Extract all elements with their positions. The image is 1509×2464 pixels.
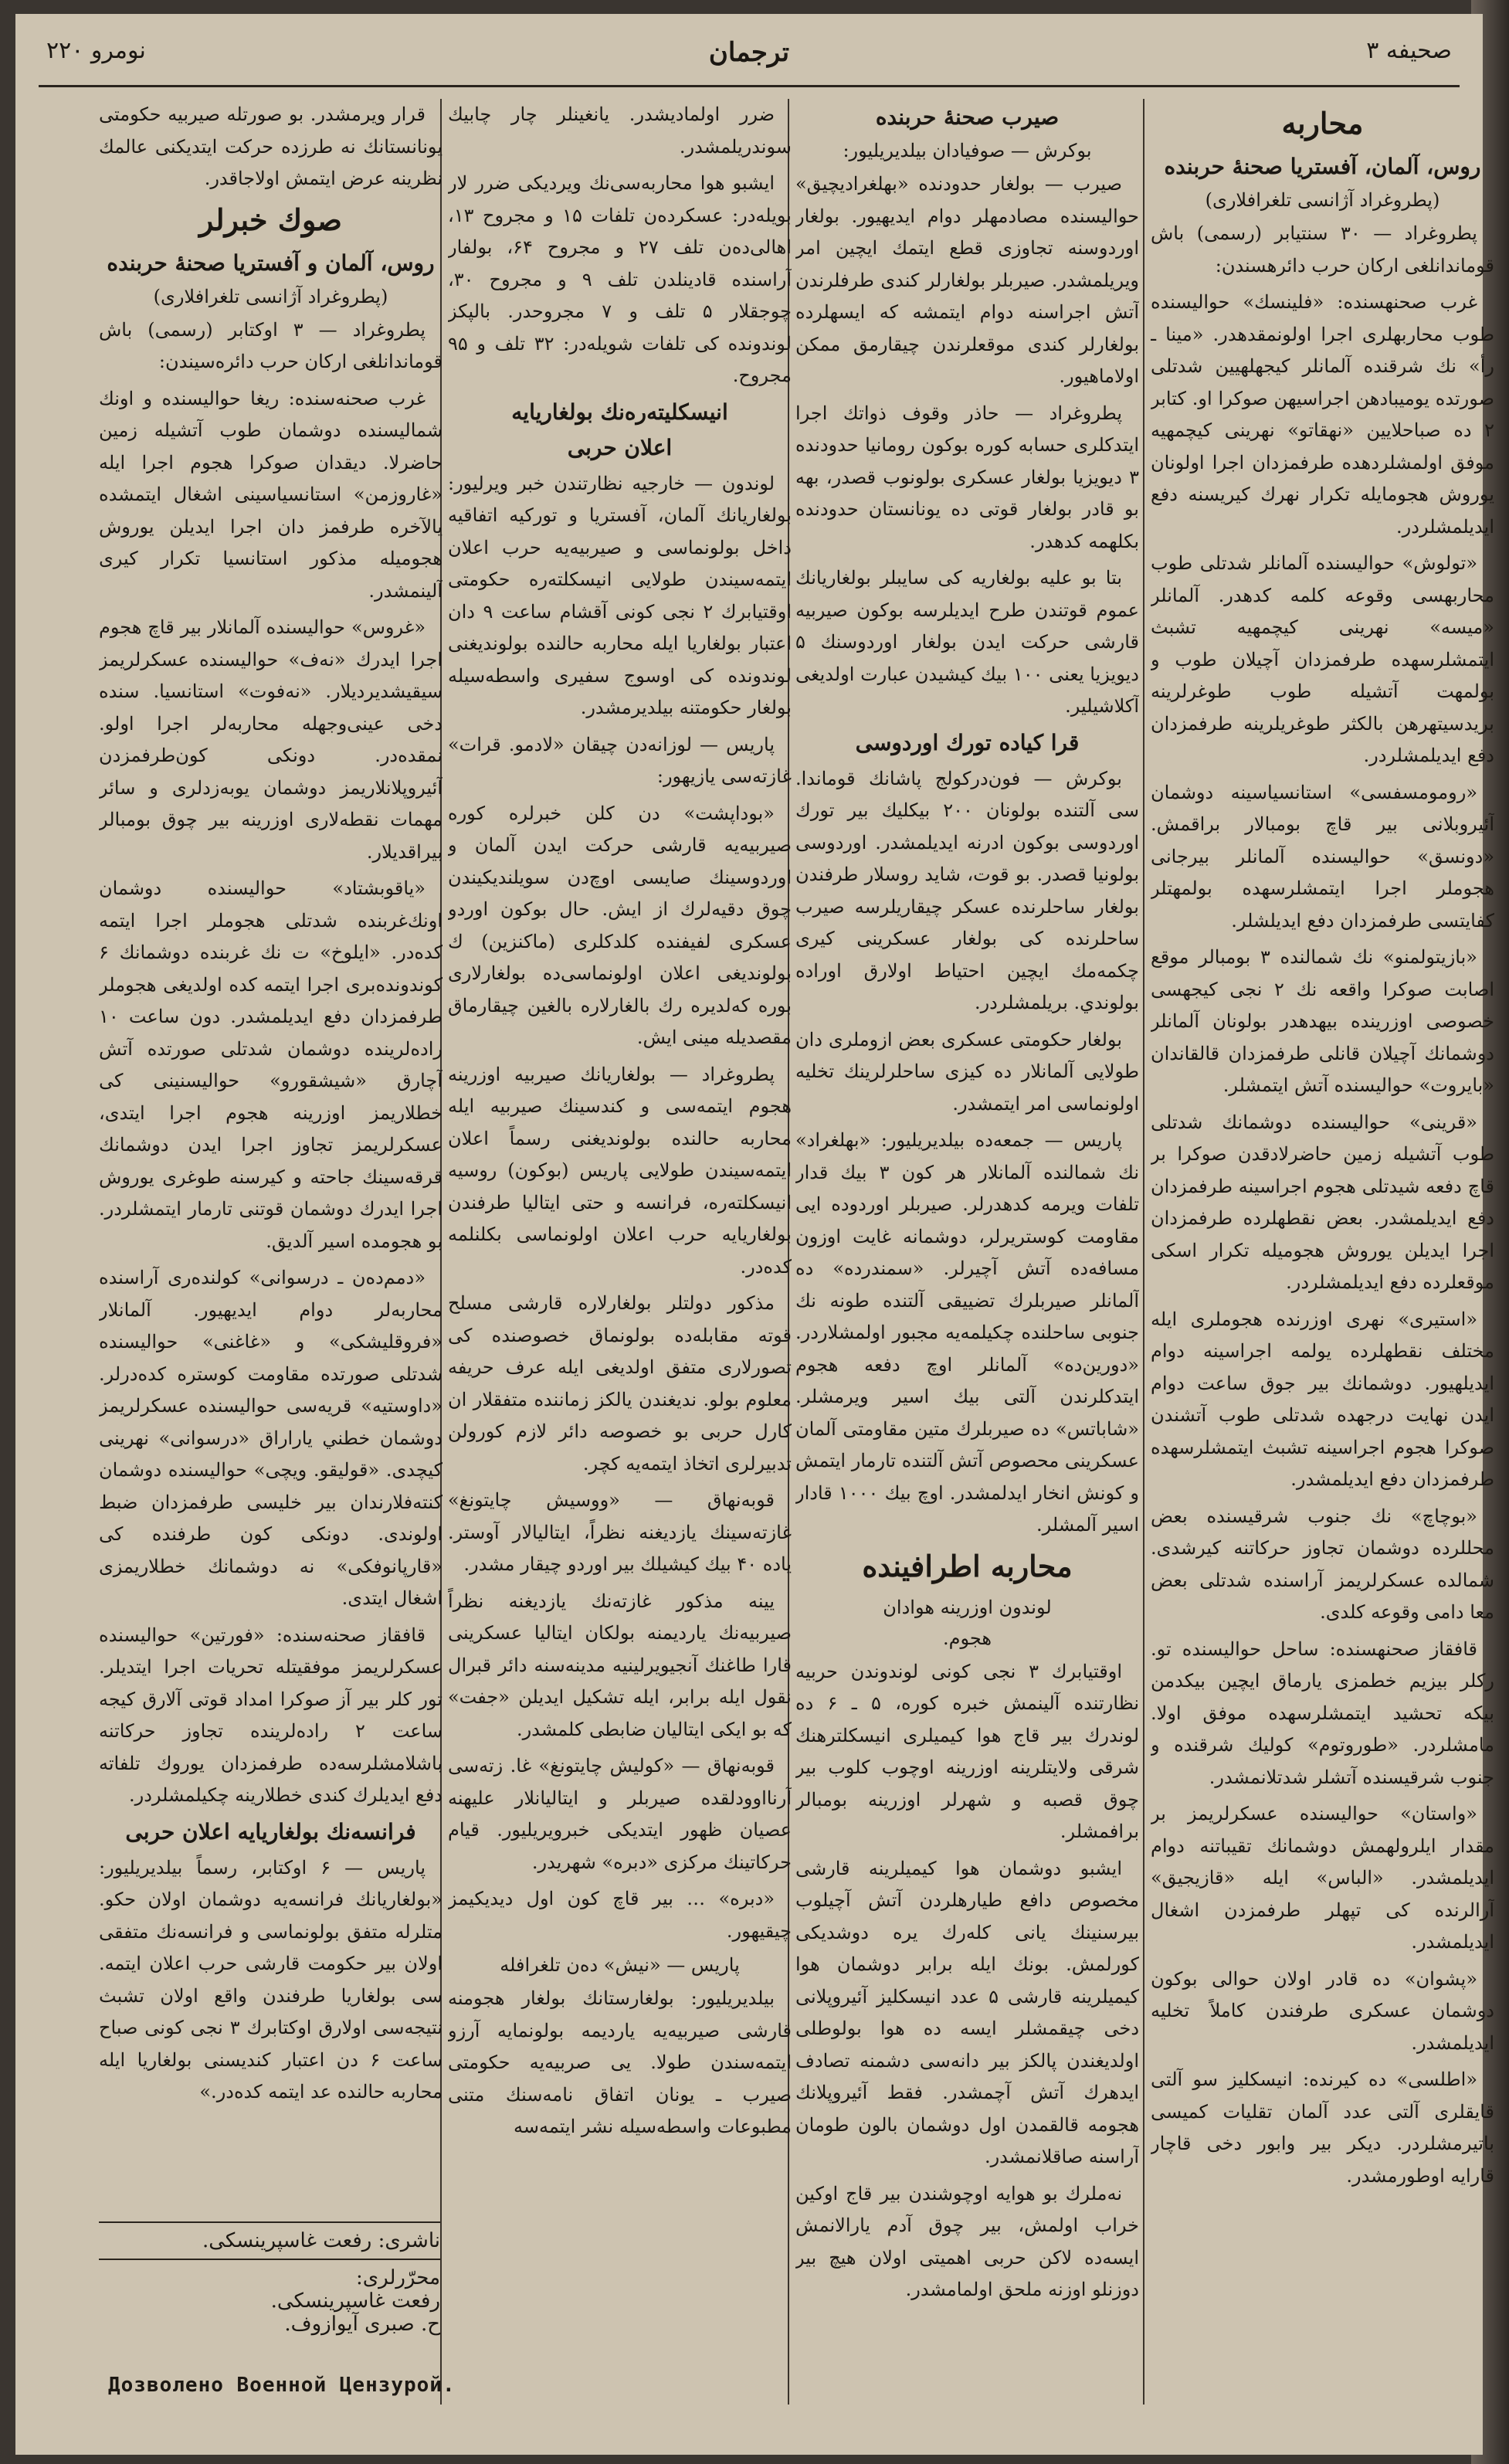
section-subheadline: روس، آلمان، آفستريا صحنهٔ حربنده bbox=[1164, 154, 1481, 179]
masthead-rule bbox=[39, 85, 1460, 87]
imprint-rule bbox=[99, 2221, 440, 2223]
agency-credit: (پطروغراد آژانسی تلغرافلاری) bbox=[153, 285, 388, 307]
section-headline: انيسكليته‌ره‌نك بولغاريايه bbox=[511, 399, 728, 425]
article-paragraph: «بوچاچ» نك جنوب شرقيسنده بعض محللرده دوشمان تجاوز حركاتنه كيرشدی. شمالده عسكرلريمز آراسنده شدتلی بعض معا دامی وقوعه كلدی. bbox=[1151, 1505, 1494, 1623]
article-paragraph: «اطلسی» ده كيرنده: انيسكليز سو آلتی قايقلری آلتی عدد آلمان تقليات كميسی باتيرمشلردر. ديكر بير وابور دخی قاچار قارايه اوطورمشدر. bbox=[1151, 2069, 1494, 2187]
article-paragraph: اوقتيابرك ۳ نجی كونی لوندوندن حربيه نظارتنده آلينمش خبره كوره، ۵ ـ ۶ ده لوندرك بير قاج هوا كيمیلری انيسكلترهنك شرقی ولايتلرينه اوزرينه اوچوب كلوب بير چوق قصبه و شهرلر اوزرينه بومبالر برافمشلر. bbox=[795, 1660, 1139, 1842]
article-paragraph: «بازيتولمنو» نك شمالنده ۳ بومبالر موقع اصابت صوكرا واقعه نك ۲ نجی كيجهسی خصوصی اوزرينده بيهدهدر بولونان آلمانلر دوشمانك آچيلان قانلی طرفمزدان قالقاندان «بايروت» حواليسنده آتش ايتمشلر. bbox=[1151, 946, 1494, 1096]
article-paragraph: «ياقوبشتاد» حواليسنده دوشمان اونك‌غربنده شدتلی هجوملر اجرا ايتمه كده‌در. «ايلوخ» ت نك غربنده دوشمانك ۶ كوندونده‌بری اجرا ايتمه كده اولديغی هجوملر طرفمزدان دفع ايديلمشدر. دون ساعت ۱۰ راده‌لرينده دوشمان شدتلی صورتده آتش آچارق «شيشقورو» حواليسنينی كی خطلاريمز اوزرينه هجوم اجرا ايتدی، عسكرلريمز تجاوز اجرا ايدن دوشمانك قرقه‌سينك جاحته و كيرسنه طوغری يوروش اجرا ايدرك دوشمان قوتنی تارمار ايتمشلردر. بو هجومده اسير آلديق. bbox=[99, 877, 443, 1252]
article-paragraph: «واستان» حواليسنده عسكرلريمز بر مقدار ايلرولهمش دوشمانك تقيباتنه دوام ايديلمشدر. «الباس» ايله «قازيجيق» آرالرنده كی تپهلر طرفمزدن اشغال ايديلمشدر. bbox=[1151, 1803, 1494, 1953]
censor-note: Дозволено Военной Цензурой. bbox=[108, 2374, 456, 2397]
publisher-label: ناشری: bbox=[378, 2229, 440, 2252]
subsection-subtitle: هجوم. bbox=[942, 1627, 992, 1649]
page-number-label: صحيفه ۳ bbox=[1366, 37, 1452, 64]
masthead bbox=[39, 31, 1460, 77]
newspaper-page bbox=[15, 14, 1494, 2455]
publisher-line bbox=[99, 2229, 440, 2252]
subsection-headline: محاربه اطرافينده bbox=[862, 1548, 1073, 1583]
section-headline: صوك خبرلر bbox=[199, 202, 342, 237]
section-subheadline: روس، آلمان و آفستريا صحنهٔ حربنده bbox=[107, 249, 435, 276]
article-paragraph: ايشبو هوا محاربه‌سی‌نك ويرديكی ضرر لار بويله‌در: عسكرده‌ن تلفات ۱۵ و مجروح ۱۳، اهالی‌ده‌ن تلف ۲۷ و مجروح ۶۴، بولفار آراسنده قادينلدن تلف ۹ و مجروح ۳۰، چوجقلار ۵ تلف و ۷ مجروحدر. بالپكز لوندونده كی تلفات شويله‌در: ۳۲ تلف و ۹۵ مجروح. bbox=[448, 172, 792, 386]
article-paragraph: قافقاز صحنه‌سنده: «فورتين» حواليسنده عسكرلريمز موفقيتله تحريات اجرا ايتديلر. تور كلر بير آز صوكرا امداد قوتی آلارق كيجه ساعت ۲ راده‌لرينده تجاوز حركاتنه باشلامشلرسه‌ده طرفمزدان يوروك تلفاته دفع ايديلرك كندی خطلارينه چكيلمشلردر. bbox=[99, 1624, 443, 1806]
article-paragraph: ضرر اولماديشدر. يانغينلر چار چابيك سوندريلمشدر. bbox=[448, 104, 792, 158]
agency-credit: (پطروغراد آژانسی تلغرافلاری) bbox=[1205, 189, 1440, 211]
column-divider bbox=[1143, 99, 1144, 2405]
article-paragraph: مذكور دولتلر بولغارلاره قارشی مسلح قوته مقابله‌ده بولونماق خصوصنده كی تصورلاری متفق اولديغی ايله عرف حريفه معلوم بولو. نديغندن يالكز زماننده متفقلار ان كارل حربی بو خصوصه دائر لازم كورولن تدبيرلری اتخاذ ايتمه‌يه كچر. bbox=[448, 1292, 792, 1475]
editors-label: محرّرلری: bbox=[356, 2266, 440, 2289]
column-latest-news bbox=[99, 99, 443, 2208]
article-paragraph: قوبه‌نهاق — «كوليش چايتونغ» غا. زته‌سی آرنااوودلقده صيربلر و ايتاليانلار عليهنه عصيان ظهور ايتديكی خبرويريليور. قيام حركاتينك مركزی «دبره» شهريدر. bbox=[448, 1755, 792, 1873]
newspaper-title: ترجمان bbox=[708, 37, 790, 68]
article-paragraph: «رومومسفسی» استانسياسينه دوشمان آئيروبلانی بير قاچ بومبالار براقمش. «دونسق» حواليسنده آلمانلر بيرجانی هجوملر اجرا ايتمشلرسهده بولمهتلر كفايتسی طرفمزدان دفع ايديلشلر. bbox=[1151, 781, 1494, 932]
article-paragraph: پطروغراد — بولغاريانك صيربيه اوزرينه هجوم ايتمه‌سی و كندسينك صيربيه ايله محاربه حالنده بولونديغنی رسماً اعلان ايتمه‌سيندن طولايی پاريس (بوكون) روسيه انيسكلته‌ره، فرانسه و حتی ايتاليا طرفندن بولغاريايه حرب اعلان اولونماسی بكلنلمه كده‌در. bbox=[448, 1063, 792, 1278]
publisher-name: رفعت غاسپرينسكی. bbox=[202, 2229, 372, 2252]
dispatch-label: پاريس — «نيش» ده‌ن تلغرافله bbox=[500, 1954, 740, 1976]
section-headline: فرانسه‌نك بولغاريايه اعلان حربی bbox=[125, 1818, 416, 1845]
article-paragraph: غرب صحنهسنده: «فلينسك» حواليسنده طوب محاربهلری اجرا اولونمقدهدر. «مينا ـ رأ» نك شرقنده آلمانلر كيجهلهيين شدتلی صورتده يوميبادهن اجراسيهن صوكرا او. كتابر ۲ ده صباحلايين «نهقاتو» نهرينی كيچمهيه موفق اولمشلردهده طرفمزدان اجرا اولونان يوروش هجومايله تكرار نهرك كيريسنه دفع ايديلمشلردر. bbox=[1151, 291, 1494, 538]
section-subheadline: بوكرش — صوفيادان بيلديريليور: bbox=[843, 140, 1092, 161]
subsection-subtitle: لوندون اوزرينه هوادان bbox=[883, 1596, 1052, 1618]
article-paragraph: قرار ويرمشدر. بو صورتله صيربيه حكومتی يونانستانك نه طرزده حركت ايتديكنی عالمك نظرينه عرض ايتمش اولاجاقدر. bbox=[99, 104, 443, 189]
article-paragraph: «غروس» حواليسنده آلمانلار بير قاچ هجوم اجرا ايدرك «نه‌ف» حواليسنده عسكرلريمز سيقيشديرديلار. «نه‌فوت» استانسيا. سنده دخی عينی‌وجهله محاربه‌لر اجرا اولو. نمقده‌در. دونكی كون‌طرفمزدن آئيروپلانلاريمز دوشمان يوبه‌زدلری و سائر مهمات نقطه‌لاری اوزرينه بير چوق بومبالر بيراقديلار. bbox=[99, 616, 443, 863]
article-paragraph: پطروغراد — ۳۰ سنتيابر (رسمی) باش قوماندانلغی ارکان حرب دائرهسندن: bbox=[1151, 222, 1494, 277]
article-paragraph: «استيری» نهری اوزرنده هجوملری ايله مختلف نقطهلرده يولمه اجراسينه دوام ايديلهيور. دوشمانك بير جوق ساعت دوام ايدن نهايت درجهده شدتلی طوب آتشندن صوكرا هجوم اجراسينه تشبث ايتمشلرسهده طرفمزدان دفع ايديلمشدر. bbox=[1151, 1308, 1494, 1490]
article-paragraph: «قرينی» حواليسنده دوشمانك شدتلی طوب آتشيله زمين حاضرلادقدن صوكرا بر قاچ دفعه شيدتلی هجوم اجراسينه طرفمزدان دفع ايديلمشدر. بعض نقطهلرده طرفمزدان اجرا ايديلن يوروش هجوميله تكرار اسكی موقعلرده دفع ايديلمشلردر. bbox=[1151, 1111, 1494, 1293]
article-paragraph: بولغار حكومتی عسكری بعض ازوملری دان طولايی آلمانلار ده كيزی ساحلرلرينك تخليه اولونماسی امر ايتمشدر. bbox=[795, 1028, 1139, 1115]
section-headline: محاربه bbox=[1281, 106, 1364, 141]
editor-name: ح. صبری آيواز‌وف. bbox=[284, 2313, 440, 2336]
article-paragraph: بتا بو عليه بولغاريه كی سايبلر بولغاريانك عموم قوتندن طرح ايديلرسه بوكون صيربيه قارشی حركت ايدن بولغار اوردوسنك ۵ ديويزيا يعنی ۱۰۰ بيك كيشيدن عبارت اولديغی آكلاشيلير. bbox=[795, 567, 1139, 717]
section-headline: صيرب صحنهٔ حربنده bbox=[875, 104, 1060, 130]
article-paragraph: پاريس — لوزانه‌دن چيقان «لادمو. قرات» غازته‌سی يازيهور: bbox=[448, 733, 792, 787]
article-paragraph: پطروغراد — حاذر وقوف ذواتك اجرا ايتدكلری حسابه كوره بوكون رومانيا حدودنده ۳ ديويزيا بولغار عسكری بولونوب قصدر، بهه بو قادر بولغار قوتی ده يونانستان حدودنده بكلهمه كدهدر. bbox=[795, 402, 1139, 552]
article-paragraph: «پشوان» ده قادر اولان حوالی بوكون دوشمان عسكری طرفندن كاملاً تخليه ايديلمشدر. bbox=[1151, 1967, 1494, 2054]
issue-number: نومرو ۲۲۰ bbox=[46, 37, 146, 64]
article-paragraph: «دمم‌ده‌ن ـ درسوانی» كولنده‌ری آراسنده محاربه‌لر دوام ايديهيور. آلمانلار «فروقليشكی» و «غاغنی» حواليسنده شدتلی صورتده مقاومت كوستره كده‌درلر. «داوستيه» قريه‌سی حواليسنده عسكرلريمز دوشمان خطني ياراراق «درسوانی» نهرينی كيچدی. «قوليقو. ويچی» حواليسنده دوشمان كنته‌فلارندان بير خليسی طرفمزدان ضبط اولوندی. دونكی كون طرفنده كی «قارپانوفكی» نه دوشمانك خطلاريمزی اشغال ايتدی. bbox=[99, 1267, 443, 1609]
article-paragraph: قافقاز صحنهسنده: ساحل حواليسنده تو. ركلر بيزيم خطمزی يارماق ايچين بيكدمن بيكه تحشيد ايتمشلرسهده موفق اولا. مامشلردر. «طوروتوم» كوليك شرقنده و جنوب شرقيسنده آتشلر شدتلانمشدر. bbox=[1151, 1638, 1494, 1788]
article-paragraph: پطروغراد — ۳ اوكتابر (رسمی) باش قوماندانلغی ارکان حرب دائره‌سيندن: bbox=[99, 318, 443, 372]
article-paragraph: بيلديريليور: بولغارستانك بولغار هجومنه قارشی صيربيه‌يه يارديمه بولونمايه آرزو ايتمه‌سندن طولا. يی صربيه‌يه حكومتی صيرب ـ يونان اتفاق نامه‌سنك متنی مطبوعات واسطه‌سيله نشر ايتمه‌سه bbox=[448, 1987, 792, 2137]
article-paragraph: نه‌ملرك بو هوايه اوچوشندن بير قاج اوكين خراب اولمش، بير چوق آدم يارالانمش ايسه‌ده لاكن حربی اهميتی اولان هيچ بير دوزنلو اوزنه ملحق اولمامشدر. bbox=[795, 2182, 1139, 2300]
article-paragraph: ايشبو دوشمان هوا كيمیلرينه قارشی مخصوص دافع طيارهلردن آتش آچيلوب بيرسنينك يانی كله‌رك يره دوشديكی كورلمش. بونك ايله برابر دوشمان هوا كيمیلرينه قارشی ۵ عدد انيسكليز آئيروپلانی دخی چيقمشلر ايسه ده هوا بولوطلی اولديغندن پالكز بير دانه‌سی دشمنه تصادف ايدهرك آتش آچمشدر. فقط آئيروپلانك هجومه قالقمدن اول دوشمان بالون طومان آراسنه صاقلانمشدر. bbox=[795, 1857, 1139, 2167]
article-paragraph: پاريس — جمعه‌ده بيلديريليور: «بهلغراد» نك شمالنده آلمانلار هر كون ۳ بيك قدار تلفات ويرمه كدهدرلر. صيربلر اوردوده ايی مقاومت كوستريرلر، دوشمانه غايت اوزون مسافه‌ده آتش آچيرلر. «سمندرده» ده آلمانلر صيربلرك تضييقی آلتنده طونه نك جنوبی ساحلنده چكيلمه‌يه مجبور اولمشلاردر. «دورين‌ده» آلمانلر اوچ دفعه هجوم ايتدكلرندن آلتی بيك اسير ويرمشلر. «شاباتس» ده صيربلرك متين مقاومتی آلمان عسكرينی محصوص آتش آلتنده تارمار ايتمش و كونش انخار ايدلمشدر. اوچ بيك ۱۰۰۰ قادار اسير آلمشلر. bbox=[795, 1129, 1139, 1536]
article-paragraph: پاريس — ۶ اوكتابر، رسماً بيلديريليور: «بولغاريانك فرانسه‌يه دوشمان اولان حكو. متلرله متفق بولونماسی و فرانسه‌نك متفقی اولان بير حكومت قارشی حرب اعلان ايتمه‌. سی بولغاريا طرفندن واقع اولان تشبث نتيجه‌سی اولارق اوكتابرك ۳ نجی كونی صباح ساعت ۶ دن اعتبار كنديسنی بولغاريا ايله محاربه حالنده عد ايتمه كده‌در.» bbox=[99, 1856, 443, 2103]
editors-line bbox=[99, 2266, 440, 2336]
article-paragraph: صيرب — بولغار حدودنده «بهلغراديچيق» حواليسنده مصادمهلر دوام ايديهيور. بولغار اوردوسنه تجاوزی قطع ايتمك ايچين امر ويريلمشدر. صيربلر بولغارلر كندی طرفلرندن آتش اجراسنه دوام ايتمشه كه ايسهلرده بولغارلر كندی موقعلرندن چيقارمق ممكن اولاماهيور. bbox=[795, 173, 1139, 387]
article-paragraph: بوكرش — فون‌دركولج پاشانك قوماندا. سی آلتنده بولونان ۲۰۰ بيكليك بير تورك اوردوسی بوكون ادرنه ايديلمشدر. اوردوسی بولونيا قصدر. بو قوت، شايد روسلار طرفندن بولغار ساحلرنده عسكر چيقاريلرسه صيرب ساحلرنده كی بولغار عسكرينی كيری چكمه‌مك ايچين احتياط اولارق اوراده بولوندي. بريلمشلردر. bbox=[795, 767, 1139, 1013]
article-paragraph: غرب صحنه‌سنده: ريغا حواليسنده و اونك شماليسنده دوشمان طوب آتشيله زمين حاضرلا. ديقدان صوكرا هجوم اجرا ايله «غاروزمن» استانسياسينی اشغال ايتمشده يالآخره طرفمز دان اجرا ايديلن يوروش هجوميله مذكور استانسيا تكرار كيری آلينمشدر. bbox=[99, 387, 443, 602]
column-serbian-front bbox=[795, 99, 1139, 2405]
article-paragraph: «دبره» … بير قاچ كون اول ديديكيمز چيقيهور. bbox=[448, 1888, 792, 1942]
article-paragraph: لوندون — خارجيه نظارتندن خبر ويرليور: بولغاريانك آلمان، آفستريا و توركيه اتفاقيه داخل بولونماسی و صيربيه‌يه حرب اعلان ايتمه‌سيندن طولايی انيسكلته‌ره حكومتی اوقتيابرك ۲ نجی كونی آقشام ساعت ۹ دان اعتبار بولغاريا ايله محاربه حالنده بولونديغنی لوندونده كی اوسوج سفيری واسطه‌سيله بولغار حكومتنه بيلديرمشدر. bbox=[448, 472, 792, 718]
article-paragraph: يينه مذكور غازته‌نك يازديغنه نظراً صيربيه‌نك يارديمنه بولكان ايتاليا عسكرينی قارا طاغنك آنجيويرلينيه مدينه‌سنه دائر قبرال نقول ايله برابر، ايله تشكيل ايديلن «جفت» كه بو ايكی ايتاليان ضابطی كلمشدر. bbox=[448, 1590, 792, 1740]
imprint-rule bbox=[99, 2259, 440, 2260]
section-subheadline: اعلان حربی bbox=[567, 434, 673, 460]
article-paragraph: «تولوش» حواليسنده آلمانلر شدتلی طوب محاربهسی وقوعه كلمه كدهدر. آلمانلر «ميسه» نهرينی كيچمهيه تشبث ايتمشلرسهده طرفمزدان آچيلان طوب و بولمهت آتشيله طوب طوغرلرينه بريدسيتهرهن بالكثر طوغريلرينه طرفمزدان دفع ايديلمشلردر. bbox=[1151, 552, 1494, 766]
editor-name: رفعت غاسپرينسكی. bbox=[270, 2289, 440, 2313]
section-headline: قرا كياده تورك اوردوسی bbox=[855, 729, 1080, 755]
article-paragraph: «بوداپشت» دن كلن خبرلره كوره صيربيه‌يه قارشی حركت ايدن آلمان و اوردوسينك صايسی اوچ‌دن سويلنديكيندن چوق دقيه‌لرك از ايش. حال بوكون اوردو عسكری لفيفنده كلدكلری (ماكنزين) ك بولونديغی اعلان اولونماسی‌ده بولغارلاری بوره كه‌لديره رك بالغارلاره بالغين چيقارماق مقصديله مينی ايش. bbox=[448, 802, 792, 1048]
column-britain-declaration bbox=[448, 99, 792, 2405]
column-war-news bbox=[1151, 99, 1494, 2405]
imprint-box bbox=[99, 2215, 440, 2370]
article-paragraph: قوبه‌نهاق — «ووسيش چايتونغ» غازته‌سينك يازديغنه نظراً، ايتاليالار آوستر. ياده ۴۰ بيك كيشيلك بير اوردو چيقار مشدر. bbox=[448, 1489, 792, 1575]
